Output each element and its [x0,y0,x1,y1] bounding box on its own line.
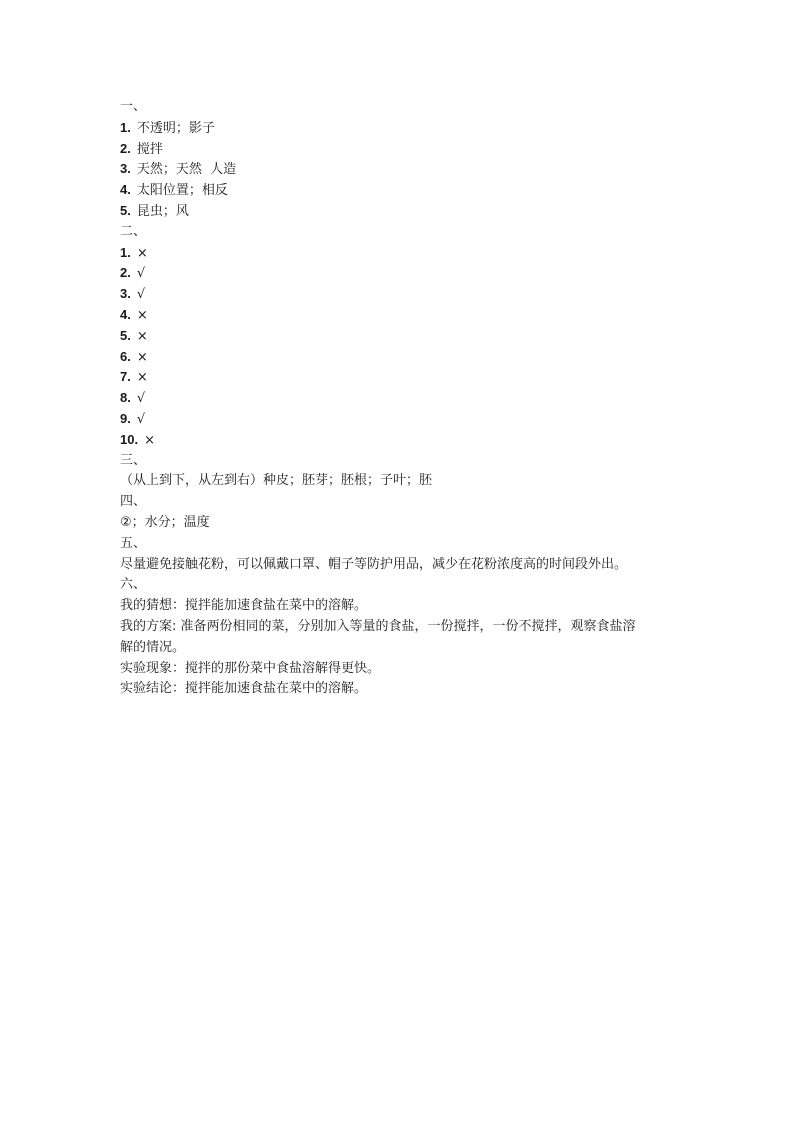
check-mark: √ [136,391,146,407]
item-answer: 天然；天然 人造 [136,162,237,178]
check-mark: √ [136,411,146,427]
item-number: 1. [120,244,131,260]
check-mark: √ [136,266,146,282]
section-5-answer: 尽量避免接触花粉，可以佩戴口罩、帽子等防护用品，减少在花粉浓度高的时间段外出。 [120,556,628,572]
item-answer: 太阳位置；相反 [136,183,228,199]
cross-mark: × [144,432,155,448]
section-4-answer: ②；水分；温度 [120,514,210,530]
experiment-phenomenon: 实验现象：搅拌的那份菜中食盐溶解得更快。 [120,660,381,676]
section-2-item [120,388,680,409]
cross-mark: × [136,245,148,261]
section-1-item [120,139,680,160]
section-2-item [120,305,680,326]
section-2-item [120,367,680,388]
section-1-item [120,159,680,180]
item-number: 3. [120,286,131,302]
item-number: 5. [120,327,131,343]
cross-mark: × [136,328,148,344]
section-2-item [120,326,680,347]
item-number: 8. [120,390,131,406]
section-5-heading: 五、 [120,535,147,551]
section-2-item [120,263,680,284]
section-3-heading: 三、 [120,452,147,468]
item-number: 5. [120,202,131,218]
section-2-item [120,243,680,264]
item-number: 2. [120,140,131,156]
cross-mark: × [136,349,148,365]
item-answer: 不透明；影子 [136,120,215,136]
check-mark: √ [136,287,146,303]
section-2-item [120,347,680,368]
section-1-heading: 一、 [120,99,147,114]
my-plan-line-2: 解的情况。 [120,639,186,655]
answer-document [120,97,680,700]
section-1-item [120,180,680,201]
item-number: 1. [120,119,131,135]
item-number: 4. [120,182,131,198]
item-number: 3. [120,161,131,177]
section-2-heading: 二、 [120,223,147,239]
section-2-item [120,409,680,430]
section-2-item [120,284,680,305]
section-2-item [120,430,680,451]
section-3-answer: （从上到下，从左到右）种皮；胚芽；胚根；子叶；胚 [120,473,433,489]
section-1-item [120,118,680,139]
item-number: 6. [120,348,131,364]
my-guess: 我的猜想：搅拌能加速食盐在菜中的溶解。 [120,598,368,614]
item-number: 9. [120,410,131,426]
item-number: 7. [120,369,131,385]
section-1-item [120,201,680,222]
my-plan-line-1: 我的方案: 准备两份相同的菜，分别加入等量的食盐，一份搅拌，一份不搅拌，观察食盐溶 [120,618,636,634]
section-6-heading: 六、 [120,577,147,593]
experiment-conclusion: 实验结论：搅拌能加速食盐在菜中的溶解。 [120,681,368,697]
item-number: 2. [120,265,131,281]
item-answer: 搅拌 [136,141,163,157]
item-answer: 昆虫；风 [136,203,189,219]
item-number: 4. [120,306,131,322]
cross-mark: × [136,370,148,386]
item-number: 10. [120,431,139,447]
section-4-heading: 四、 [120,494,147,510]
cross-mark: × [136,307,148,323]
